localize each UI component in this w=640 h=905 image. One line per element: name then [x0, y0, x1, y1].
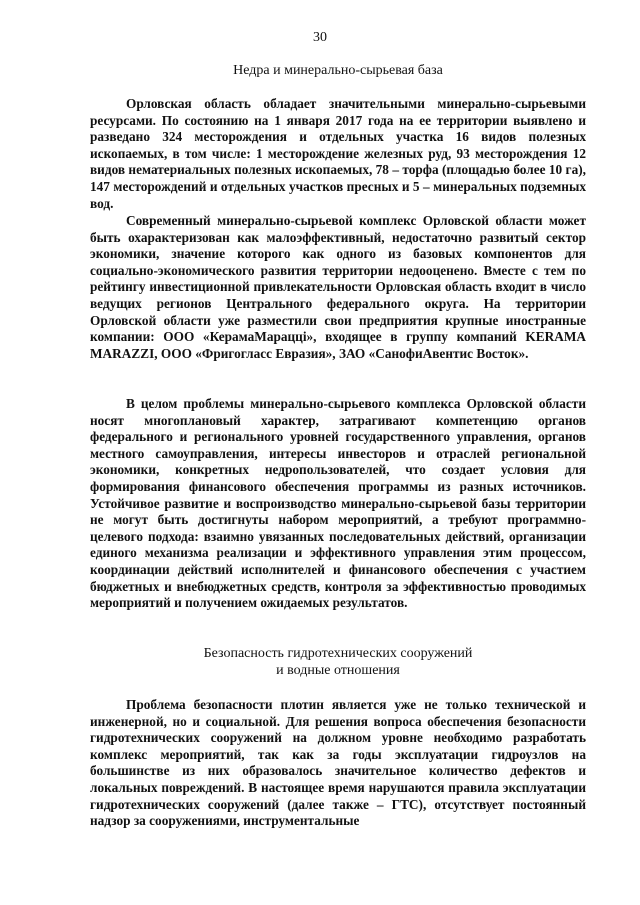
- section-heading-subsoil: Недра и минерально-сырьевая база: [233, 63, 443, 78]
- section-heading-hydro-line1: Безопасность гидротехнических сооружений: [203, 646, 473, 661]
- page-number: 30: [313, 30, 327, 45]
- paragraph-subsoil-resources: Орловская область обладает значительными минерально-сырьевыми ресурсами. По состоянию на 1 января 2017 года на ее территории выявлено и разведано 324 месторождения и отдельных участка 16 видов полезных ископаемых, в том числе: 1 месторождение железных руд, 93 месторождения 12 видов нематериальных полезных ископаемых, 78 – торфа (площадью более 10 га), 147 месторождений и отдельных участков пресных и 5 – минеральных подземных вод.: [90, 96, 586, 211]
- section-heading-hydro-line2: и водные отношения: [276, 663, 400, 678]
- paragraph-dam-safety: Проблема безопасности плотин является уже не только технической и инженерной, но и социальной. Для решения вопроса обеспечения безопасности гидротехнических сооружений на должном уровне необходимо разработать комплекс мероприятий, так как за годы эксплуатации гидроузлов на большинстве из них образовалось значительное количество дефектов и локальных повреждений. В настоящее время нарушаются правила эксплуатации гидротехнических сооружений (далее также – ГТС), отсутствует постоянный надзор за сооружениями, инструментальные: [90, 697, 586, 829]
- paragraph-mineral-problems: В целом проблемы минерально-сырьевого комплекса Орловской области носят многоплановый характер, затрагивают компетенцию органов федерального и регионального уровней государственного управления, органов местного самоуправления, интересы инвесторов и отраслей региональной экономики, конкретных недропользователей, что создает условия для формирования финансового обеспечения программы из разных источников. Устойчивое развитие и воспроизводство минерально-сырьевой базы территории не могут быть достигнуты набором мероприятий, а требуют программно-целевого подхода: взаимно увязанных последовательных действий, организации единого механизма реализации и эффективного управления этим процессом, координации действий исполнителей и финансового обеспечения с участием бюджетных и внебюджетных средств, контроля за эффективностью проводимых мероприятий и получением ожидаемых результатов.: [90, 396, 586, 611]
- paragraph-mineral-complex: Современный минерально-сырьевой комплекс Орловской области может быть охарактеризован как малоэффективный, недостаточно развитый сектор экономики, значение которого как одного из базовых компонентов для социально-экономического развития территории недооценено. Вместе с тем по рейтингу инвестиционной привлекательности Орловская область входит в число ведущих регионов Центрального федерального округа. На территории Орловской области уже разместили свои предприятия крупные иностранные компании: ООО «КерамаМараццi», входящее в группу компаний KERAMA MARAZZI, ООО «Фригогласс Евразия», ЗАО «СанофиАвентис Восток».: [90, 213, 586, 361]
